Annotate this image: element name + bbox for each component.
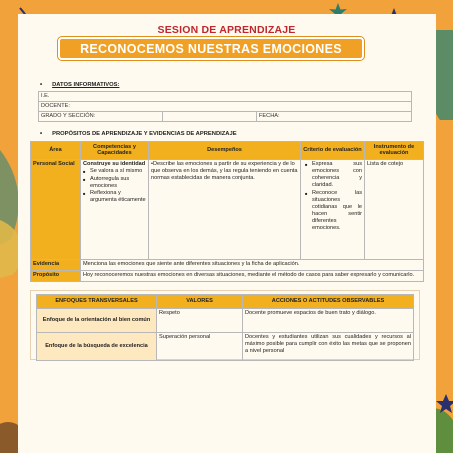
criterios-list xyxy=(303,161,362,231)
enfoques-table xyxy=(36,294,414,361)
evidencia-label: Evidencia xyxy=(31,259,81,270)
grado-field[interactable]: GRADO Y SECCIÓN: xyxy=(39,111,163,121)
header-valores: VALORES xyxy=(157,295,243,309)
capacidades-list xyxy=(83,168,146,204)
area-cell: Personal Social xyxy=(31,159,81,259)
header-competencias: Competencias y Capacidades xyxy=(81,142,149,160)
proposito-label: Propósito xyxy=(31,270,81,281)
datos-heading: • DATOS INFORMATIVOS: xyxy=(40,82,120,88)
enfoque-name: Enfoque de la orientación al bien común xyxy=(37,308,157,332)
list-item: ■ Expresa sus emociones con coherencia y claridad. xyxy=(305,161,362,189)
competencias-cell xyxy=(81,159,149,259)
propositos-heading: • PROPÓSITOS DE APRENDIZAJE Y EVIDENCIAS DE APRENDIZAJE xyxy=(40,131,237,137)
propositos-table xyxy=(30,141,424,282)
header-enfoque: ENFOQUES TRANSVERSALES xyxy=(37,295,157,309)
fecha-field[interactable]: FECHA: xyxy=(257,111,412,121)
accion-cell: Docente promueve espacios de buen trato y diálogo. xyxy=(243,308,414,332)
criterio-cell xyxy=(301,159,365,259)
list-item: ■ Reconoce las situaciones cotidianas que le hacen sentir diferentes emociones. xyxy=(305,190,362,232)
valor-cell: Superación personal xyxy=(157,332,243,360)
proposito-cell: Hoy reconoceremos nuestras emociones en diversas situaciones, mediante el método de casos para saber expresarlo y comunicarlo. xyxy=(81,270,424,281)
desempeno-cell: •Describe las emociones a partir de su experiencia y de lo que observa en los demás, y las regula teniendo en cuenta normas establecidas de manera conjunta. xyxy=(149,159,301,259)
header-acciones: ACCIONES O ACTITUDES OBSERVABLES xyxy=(243,295,414,309)
header-criterio: Criterio de evaluación xyxy=(301,142,365,160)
ie-field[interactable]: I.E. xyxy=(39,92,412,102)
list-item: ■ Reflexiona y argumenta éticamente xyxy=(83,190,146,204)
evidencia-cell: Menciona las emociones que siente ante diferentes situaciones y la ficha de aplicación. xyxy=(81,259,424,270)
grado-value[interactable] xyxy=(163,111,257,121)
instrumento-cell: Lista de cotejo xyxy=(365,159,424,259)
list-item: ■ Se valora a sí mismo xyxy=(83,168,146,175)
header-desempenos: Desempeños xyxy=(149,142,301,160)
competencia-title: Construye su identidad xyxy=(83,161,146,168)
valor-cell: Respeto xyxy=(157,308,243,332)
session-title-banner: RECONOCEMOS NUESTRAS EMOCIONES xyxy=(58,37,364,60)
star-icon xyxy=(436,394,453,413)
docente-field[interactable]: DOCENTE: xyxy=(39,101,412,111)
enfoque-name: Enfoque de la búsqueda de excelencia xyxy=(37,332,157,360)
datos-table xyxy=(38,91,412,122)
header-instrumento: Instrumento de evaluación xyxy=(365,142,424,160)
list-item: ■ Autorregula sus emociones xyxy=(83,176,146,190)
accion-cell: Docentes y estudiantes utilizan sus cualidades y recursos al máximo posible para cumplir con éxito las metas que se proponen a nivel personal xyxy=(243,332,414,360)
header-area: Área xyxy=(31,142,81,160)
page-title: SESION DE APRENDIZAJE xyxy=(157,24,296,36)
